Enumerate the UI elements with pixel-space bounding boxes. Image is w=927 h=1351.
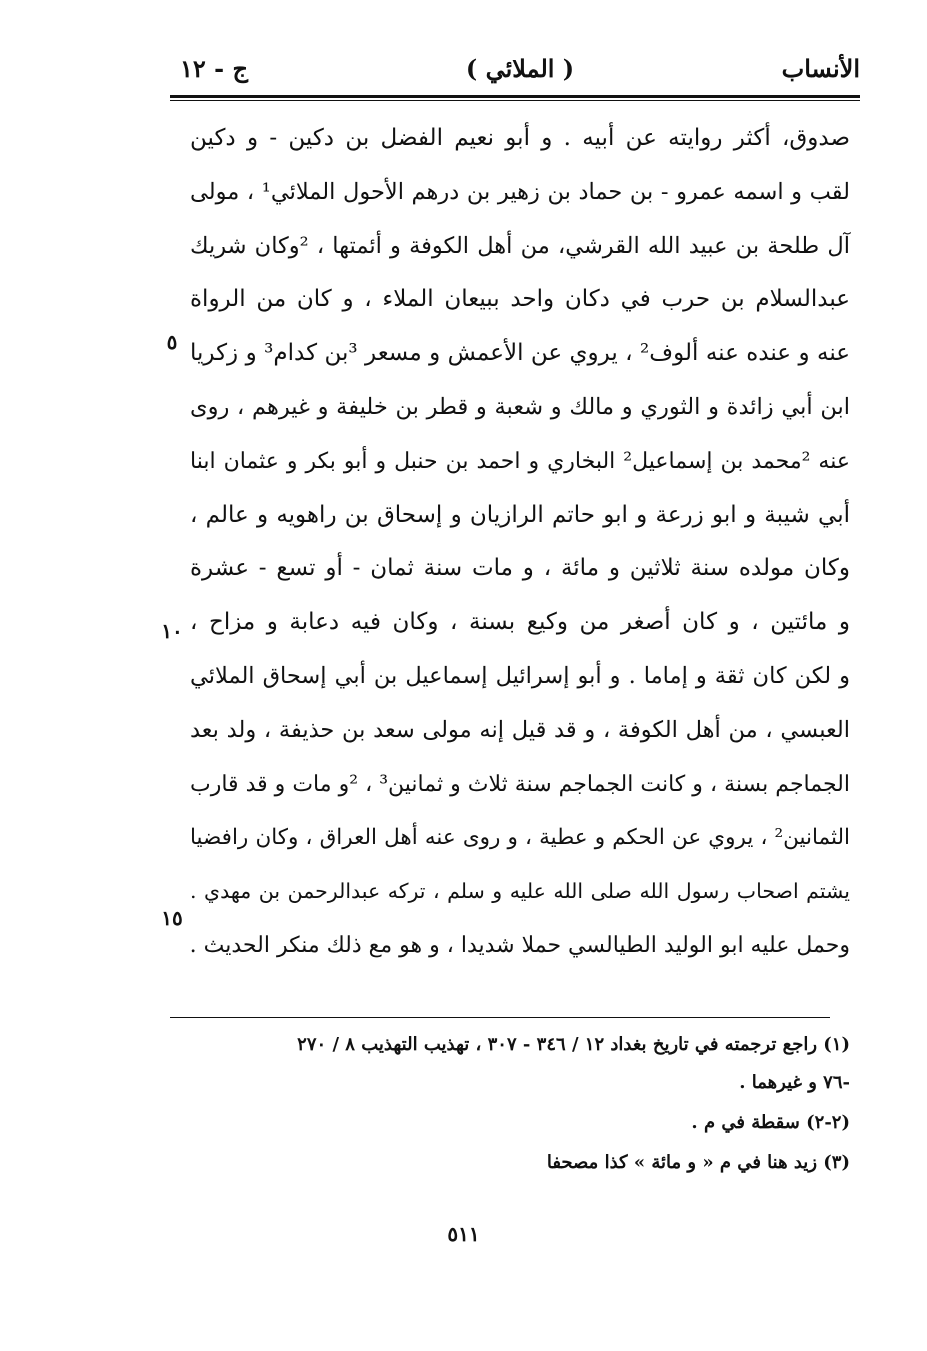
- header-entry-title: ( الملائي ): [465, 54, 575, 83]
- text-line: لقب و اسمه عمرو - بن حماد بن زهير بن درهم الأحول الملائي¹ ، مولى: [190, 178, 850, 205]
- text-line: الجماجم بسنة ، و كانت الجماجم سنة ثلاث و ثمانين³ ، ²و مات و قد قارب: [190, 771, 850, 797]
- text-line: وحمل عليه ابو الوليد الطيالسي حملا شديدا ، و هو مع ذلك منكر الحديث .: [189, 932, 850, 958]
- footnote-rule: [170, 1017, 830, 1018]
- text-line: و مائتين ، و كان أصغر من وكيع بسنة ، وكان فيه دعابة و مزاح ،: [190, 609, 850, 636]
- text-line: ابن أبي زائدة و الثوري و مالك و شعبة و قطر بن خليفة و غيرهم ، روى: [190, 393, 850, 420]
- text-line: الثمانين² ، يروي عن الحكم و عطية ، و روى عنه أهل العراق ، وكان رافضيا: [190, 825, 850, 851]
- text-line: وكان مولده سنة ثلاثين و مائة ، و مات سنة ثمان - أو تسع - عشرة: [190, 555, 850, 582]
- text-line: العبسي ، من أهل الكوفة ، و قد قيل إنه مولى سعد بن حذيفة ، ولد بعد: [190, 716, 850, 743]
- text-line: يشتم اصحاب رسول الله صلى الله عليه و سلم ، ترکه عبدالرحمن بن مهدي .: [190, 879, 850, 904]
- footnotes: [170, 1030, 850, 1188]
- header-volume-number: ج - ١٢: [180, 54, 248, 83]
- header-rule-thick: [170, 95, 860, 98]
- main-text: [190, 112, 850, 973]
- footnote-continuation: -٧٦ و غيرهما .: [739, 1072, 850, 1093]
- text-line: آل طلحة بن عبيد الله القرشي، من أهل الكوفة و أئمتها ، ²وكان شريك: [190, 232, 850, 259]
- text-line: أبي شيبة و ابو زرعة و ابو حاتم الرازيان و إسحاق بن راهويه و عالم ،: [190, 501, 850, 528]
- page-number: ٥١١: [447, 1222, 480, 1246]
- footnote: (٢-٢) سقطة في م .: [691, 1112, 850, 1133]
- footnote: (٣) زيد هنا في م « و مائة » كذا مصحفا: [546, 1152, 850, 1173]
- margin-line-number: ١٥: [161, 906, 183, 930]
- text-line: و لكن كان ثقة و إماما . و أبو إسرائيل إسماعيل بن أبي إسحاق الملائي: [190, 662, 850, 689]
- text-line: عبدالسلام بن حرب في دكان واحد ببيعان الملاء ، و كان من الرواة: [190, 286, 850, 313]
- margin-line-number: ٥: [166, 330, 178, 354]
- header-section-title: الأنساب: [781, 54, 860, 83]
- text-line: عنه ²محمد بن إسماعيل² البخاري و احمد بن حنبل و أبو بكر و عثمان ابنا: [190, 448, 850, 474]
- margin-line-number: ١٠: [161, 619, 183, 643]
- running-header: [180, 50, 860, 94]
- text-line: عنه و عنده عنه ألوف² ، يروي عن الأعمش و مسعر ³بن كدام³ و زكريا: [190, 340, 850, 367]
- text-line: صدوق، أكثر روايته عن أبيه . و أبو نعيم الفضل بن دكين - و دكين: [190, 125, 850, 151]
- header-rule-thin: [170, 100, 860, 101]
- footnote: (١) راجع ترجمته في تاريخ بغداد ١٢ / ٣٤٦ - ٣٠٧ ، تهذيب التهذيب ٨ / ٢٧٠: [297, 1034, 850, 1055]
